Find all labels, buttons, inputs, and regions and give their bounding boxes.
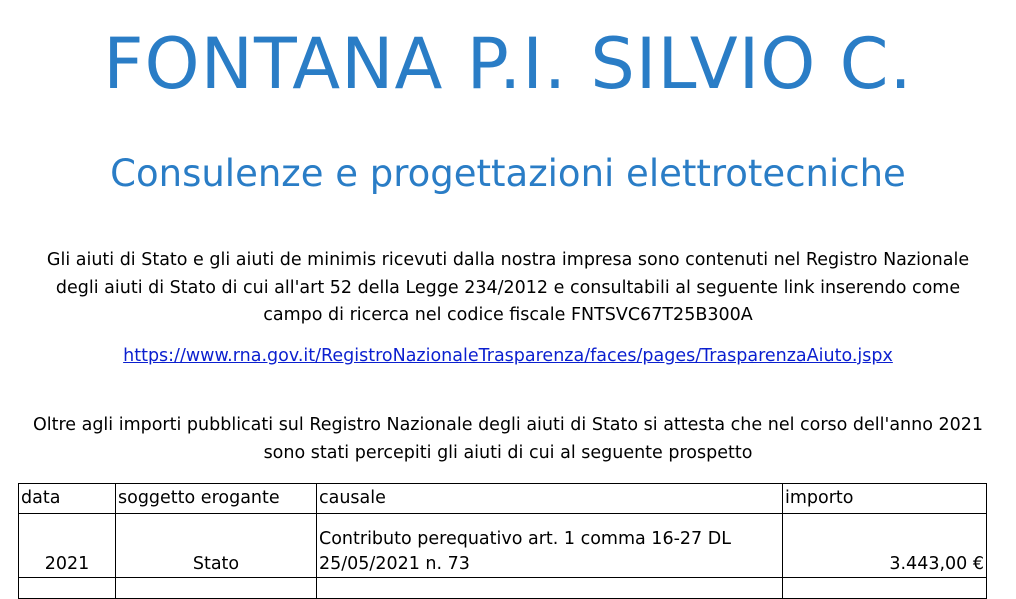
statement-line-1: Oltre agli importi pubblicati sul Registro Nazionale degli aiuti di Stato si attesta che nel corso dell'anno 2021 (32, 415, 984, 435)
intro-paragraph (10, 247, 1006, 330)
cell-data: 2021 (19, 514, 116, 578)
intro-line-1: Gli aiuti di Stato e gli aiuti de minimis ricevuti dalla nostra impresa sono contenuti nel Registro Nazionale (46, 250, 970, 270)
company-tagline: Consulenze e progettazioni elettrotecniche (110, 152, 906, 195)
cell-causale (317, 514, 783, 578)
header-importo: importo (783, 484, 987, 514)
table-row (19, 514, 987, 578)
rna-link-row (0, 343, 1016, 369)
header-soggetto-erogante: soggetto erogante (116, 484, 317, 514)
cell-empty (783, 578, 987, 599)
statement-line-2: sono stati percepiti gli aiuti di cui al seguente prospetto (263, 442, 753, 463)
company-name: FONTANA P.I. SILVIO C. (103, 23, 913, 105)
cell-importo: 3.443,00 € (783, 514, 987, 578)
table-row-empty (19, 578, 987, 599)
causale-line-2: 25/05/2021 n. 73 (319, 554, 470, 574)
table-header-row (19, 484, 987, 514)
cell-empty (19, 578, 116, 599)
header-causale: causale (317, 484, 783, 514)
cell-soggetto-erogante: Stato (116, 514, 317, 578)
header-data: data (19, 484, 116, 514)
intro-line-2: degli aiuti di Stato di cui all'art 52 della Legge 234/2012 e consultabili al seguente link inserendo come (55, 277, 961, 298)
rna-registry-link[interactable]: https://www.rna.gov.it/RegistroNazionaleTrasparenza/faces/pages/TrasparenzaAiuto.jspx (123, 346, 893, 366)
causale-line-1: Contributo perequativo art. 1 comma 16-27 DL (319, 529, 731, 549)
intro-line-3: campo di ricerca nel codice fiscale FNTSVC67T25B300A (263, 305, 753, 325)
cell-empty (317, 578, 783, 599)
cell-empty (116, 578, 317, 599)
statement-paragraph (10, 412, 1006, 467)
aid-table (18, 483, 987, 599)
